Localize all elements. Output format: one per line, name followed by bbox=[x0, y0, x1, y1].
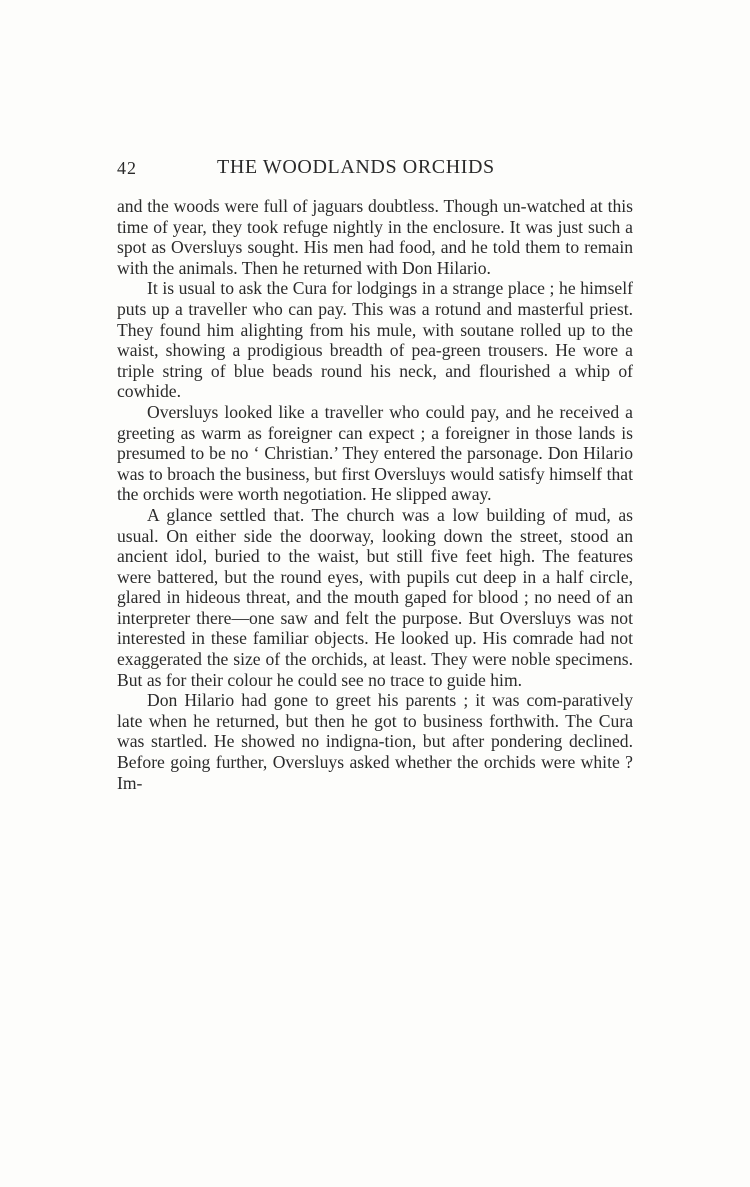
page-body bbox=[117, 196, 633, 793]
paragraph: Oversluys looked like a traveller who could pay, and he received a greeting as warm as foreigner can expect ; a foreigner in those lands is presumed to be no ‘ Christian.’ They entered the parsonage. Don Hilario was to broach the business, but first Oversluys would satisfy himself that the orchids were worth negotiation. He slipped away. bbox=[117, 401, 633, 505]
paragraph: It is usual to ask the Cura for lodgings in a strange place ; he himself puts up a traveller who can pay. This was a rotund and masterful priest. They found him alighting from his mule, with soutane rolled up to the waist, showing a prodigious breadth of pea-green trousers. He wore a triple string of blue beads round his neck, and flourished a whip of cowhide. bbox=[117, 278, 633, 402]
paragraph: Don Hilario had gone to greet his parents ; it was com-paratively late when he returned, but then he got to business forthwith. The Cura was startled. He showed no indigna-tion, but after pondering declined. Before going further, Oversluys asked whether the orchids were white ? Im- bbox=[117, 690, 633, 793]
running-title: THE WOODLANDS ORCHIDS bbox=[217, 156, 495, 178]
paragraph: and the woods were full of jaguars doubtless. Though un-watched at this time of year, they took refuge nightly in the enclosure. It was just such a spot as Oversluys sought. His men had food, and he told them to remain with the animals. Then he returned with Don Hilario. bbox=[117, 196, 633, 278]
page-header bbox=[117, 156, 633, 186]
page-number: 42 bbox=[117, 158, 137, 178]
paragraph: A glance settled that. The church was a low building of mud, as usual. On either side the doorway, looking down the street, stood an ancient idol, buried to the waist, but still five feet high. The features were battered, but the round eyes, with pupils cut deep in a half circle, glared in hideous threat, and the mouth gaped for blood ; no need of an interpreter there—one saw and felt the purpose. But Oversluys was not interested in these familiar objects. He looked up. His comrade had not exaggerated the size of the orchids, at least. They were noble specimens. But as for their colour he could see no trace to guide him. bbox=[117, 504, 633, 690]
